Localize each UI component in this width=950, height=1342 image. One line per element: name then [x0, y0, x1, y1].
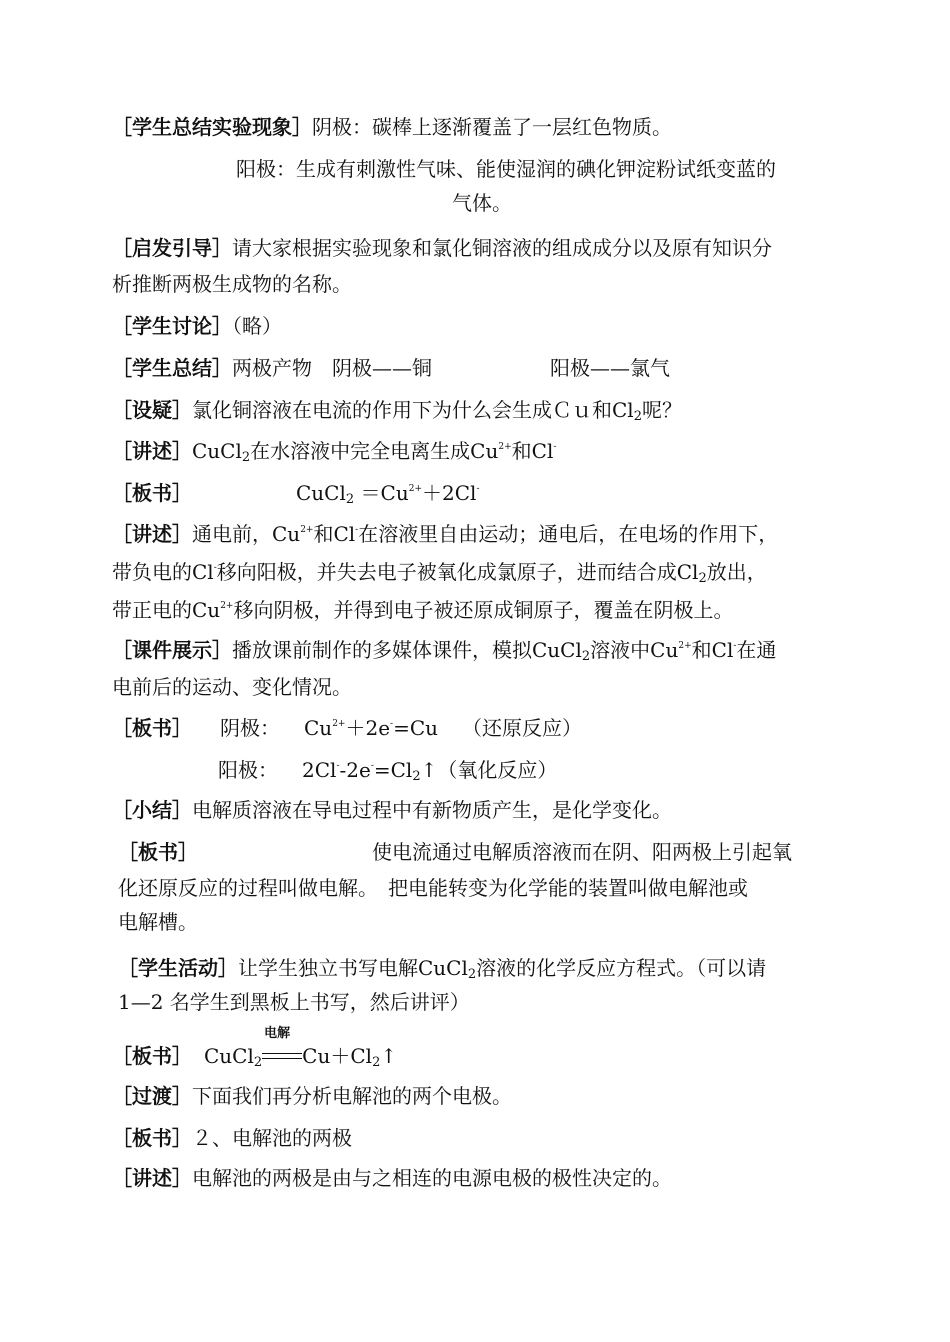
subscript: 2: [467, 967, 477, 982]
superscript: 2+: [408, 484, 422, 494]
section-tag: ［板书］: [112, 481, 192, 505]
superscript: -: [476, 484, 480, 494]
paragraph: [112, 312, 282, 340]
superscript: 2+: [498, 442, 512, 452]
text-run: 让学生独立书写电解CuCl: [238, 956, 468, 980]
section-tag: ［板书］: [112, 1044, 192, 1068]
paragraph-continuation: [118, 874, 748, 902]
paragraph-text: ２、电解池的两极: [192, 1126, 352, 1150]
subscript: 2: [581, 649, 591, 664]
paragraph-continuation: [218, 756, 557, 784]
section-tag: ［小结］: [112, 798, 192, 822]
superscript: 2+: [300, 525, 314, 535]
text-run: 放出，: [706, 560, 767, 584]
paragraph: [112, 1124, 352, 1152]
section-tag: ［板书］: [112, 716, 192, 740]
section-tag: ［课件展示］: [112, 638, 232, 662]
subscript: 2: [372, 1055, 381, 1070]
subscript: 2: [253, 1055, 263, 1070]
text-run: =Cu: [393, 716, 439, 740]
paragraph-continuation: [452, 189, 512, 217]
paragraph-text: 电解池的两极是由与之相连的电源电极的极性决定的。: [192, 1166, 672, 1190]
section-tag: ［学生总结］: [112, 356, 232, 380]
section-tag: ［板书］: [118, 840, 198, 864]
text-run: 和Cl: [691, 638, 734, 662]
section-tag: ［学生活动］: [118, 956, 238, 980]
paragraph: [112, 1164, 672, 1192]
subscript: 2: [241, 450, 251, 465]
text-run: =Cl: [373, 758, 413, 782]
paragraph-text: 阳极——氯气: [550, 356, 670, 380]
superscript: -: [553, 442, 557, 452]
superscript: -: [213, 563, 217, 573]
text-run: Cu: [304, 716, 333, 740]
paragraph-continuation: [118, 988, 470, 1016]
text-run: ↑: [380, 1044, 398, 1068]
condition-label: 电解: [264, 1026, 291, 1041]
text-run: ＋2Cl: [422, 481, 477, 505]
text-run: 通电前，Cu: [192, 522, 301, 546]
text-run: ↑（氧化反应）: [420, 758, 558, 782]
text-run: 溶液中Cu: [590, 638, 679, 662]
section-tag: ［板书］: [112, 1126, 192, 1150]
superscript: -: [370, 761, 374, 771]
paragraph-text: 使电流通过电解质溶液而在阴、阳两极上引起氧: [372, 840, 792, 864]
text-run: CuCl: [192, 439, 242, 463]
paragraph: [112, 1026, 398, 1070]
text-run: 阴极：: [220, 716, 280, 740]
subscript: 2: [345, 492, 355, 507]
paragraph: [112, 714, 582, 742]
text-run: ＋2e: [345, 716, 391, 740]
text-run: 呢？: [641, 398, 682, 422]
text-run: 播放课前制作的多媒体课件，模拟CuCl: [232, 638, 582, 662]
text-run: 2Cl: [302, 758, 337, 782]
paragraph-continuation: [112, 558, 767, 586]
paragraph-text: 阴极：碳棒上逐渐覆盖了一层红色物质。: [312, 115, 672, 139]
paragraph-text: 下面我们再分析电解池的两个电极。: [192, 1084, 512, 1108]
subscript: 2: [698, 571, 707, 586]
paragraph-text: 电解槽。: [118, 910, 198, 934]
paragraph-text: （略）: [232, 314, 282, 338]
paragraph-text: 阳极：生成有刺激性气味、能使湿润的碘化钾淀粉试纸变蓝的: [236, 157, 776, 181]
text-run: （还原反应）: [462, 716, 583, 740]
text-run: 带正电的Cu: [112, 598, 221, 622]
paragraph: [112, 437, 556, 465]
paragraph: [118, 954, 766, 982]
text-run: CuCl: [204, 1044, 254, 1068]
section-tag: ［讲述］: [112, 1166, 192, 1190]
paragraph: [112, 1082, 512, 1110]
paragraph: [112, 520, 778, 548]
text-run: 和Cl: [511, 439, 554, 463]
superscript: -: [733, 641, 737, 651]
paragraph: [112, 113, 672, 141]
text-run: 氯化铜溶液在电流的作用下为什么会生成Ｃｕ和Cl: [192, 398, 634, 422]
paragraph-text: 气体。: [452, 191, 512, 215]
text-run: 和Cl: [313, 522, 356, 546]
section-tag: ［设疑］: [112, 398, 192, 422]
paragraph-continuation: [112, 673, 352, 701]
text-run: 溶液的化学反应方程式。（可以请: [476, 956, 767, 980]
equals-bar: [262, 1053, 302, 1059]
paragraph-text: 1—2 名学生到黑板上书写，然后讲评）: [118, 990, 470, 1014]
text-run: 移向阴极，并得到电子被还原成铜原子，覆盖在阴极上。: [233, 598, 734, 622]
superscript: -: [336, 761, 340, 771]
superscript: 2+: [220, 601, 234, 611]
superscript: 2+: [678, 641, 692, 651]
superscript: -: [355, 525, 359, 535]
superscript: -: [390, 719, 394, 729]
paragraph-text: 请大家根据实验现象和氯化铜溶液的组成成分以及原有知识分: [232, 236, 772, 260]
text-run: 在水溶液中完全电离生成Cu: [250, 439, 499, 463]
text-run: 带负电的Cl: [112, 560, 214, 584]
paragraph-continuation: [118, 908, 198, 936]
text-run: ＝Cu: [354, 481, 409, 505]
paragraph: [112, 479, 479, 507]
text-run: 阳极：: [218, 758, 278, 782]
section-tag: ［讲述］: [112, 439, 192, 463]
paragraph: [112, 354, 670, 382]
paragraph: [118, 838, 792, 866]
section-tag: ［过渡］: [112, 1084, 192, 1108]
electrolysis-condition: [262, 1026, 302, 1070]
paragraph-text: 析推断两极生成物的名称。: [112, 272, 352, 296]
paragraph-continuation: [112, 270, 352, 298]
paragraph-text: 电解质溶液在导电过程中有新物质产生，是化学变化。: [192, 798, 672, 822]
paragraph-continuation: [112, 596, 733, 624]
subscript: 2: [412, 769, 421, 784]
section-tag: ［讲述］: [112, 522, 192, 546]
text-run: 在通: [736, 638, 777, 662]
paragraph: [112, 636, 776, 664]
paragraph: [112, 396, 682, 424]
text-run: 在溶液里自由运动；通电后，在电场的作用下，: [358, 522, 779, 546]
subscript: 2: [633, 409, 642, 424]
paragraph: [112, 234, 772, 262]
superscript: 2+: [332, 719, 346, 729]
paragraph: [112, 796, 672, 824]
section-tag: ［启发引导］: [112, 236, 232, 260]
paragraph-text: 电前后的运动、变化情况。: [112, 675, 352, 699]
section-tag: ［学生讨论］: [112, 314, 232, 338]
text-run: 移向阳极，并失去电子被氧化成氯原子，进而结合成Cl: [216, 560, 699, 584]
paragraph-text: 两极产物 阴极——铜: [232, 356, 432, 380]
section-tag: ［学生总结实验现象］: [112, 115, 312, 139]
text-run: -2e: [339, 758, 371, 782]
paragraph-continuation: [236, 155, 776, 183]
text-run: Cu＋Cl: [302, 1044, 373, 1068]
paragraph-text: 化还原反应的过程叫做电解。 把电能转变为化学能的装置叫做电解池或: [118, 876, 748, 900]
text-run: CuCl: [296, 481, 346, 505]
